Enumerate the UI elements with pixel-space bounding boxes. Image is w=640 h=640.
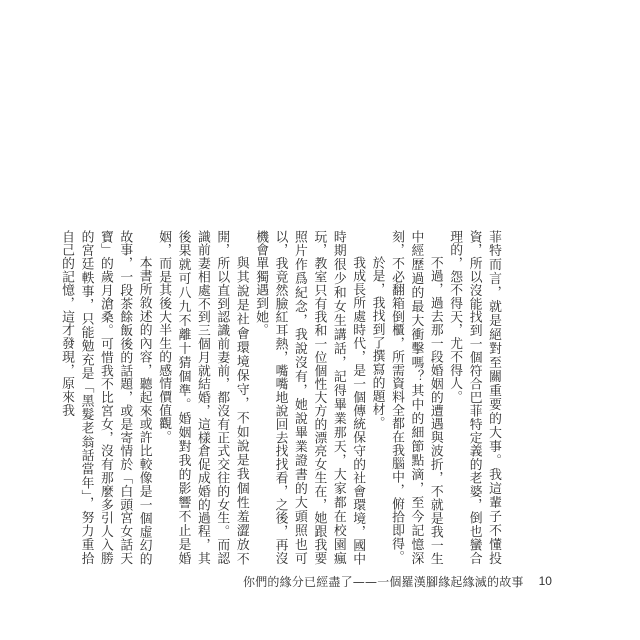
vertical-text-body	[59, 230, 503, 565]
paragraph: 於是，我找到了撰寫的題材。	[369, 255, 385, 430]
paragraph: 不過，過去那一段婚姻的遭遇與波折，不就是我一生中經歷過的最大衝擊嗎？其中的細節點滴，至今記憶深刻，不必翻箱倒櫃，所需資料全都在我腦中，俯拾即得。	[388, 230, 443, 565]
paragraph-continuation: 菲特而言，就是絕對至關重要的大事。我這輩子不懂投資，所以沒能找到一個符合巴菲特定義的老婆，倒也蠻合理的，怨不得天，尤不得人。	[447, 230, 501, 565]
paragraph: 與其說是社會環境保守，不如說是我個性羞澀放不開，所以直到認識前妻前，都沒有正式交往的女生。而認識前妻相處不到三個月就結婚，這樣倉促成婚的過程，其後果就可八九不離十猜個準。婚姻對我的影響不止是婚姻，而是其後大半生的感情價值觀。	[156, 230, 249, 565]
paragraph: 我成長所處時代，是一個傳統保守的社會環境，國中時期很少和女生講話，記得畢業那天，大家都在校園瘋玩，教室只有我和一位個性大方的漂亮女生在，她跟我要照片作爲紀念，我說沒有，她說畢業證書的大頭照也可以，我竟然臉紅耳熱，嘴嘴地說回去找找看，之後，再沒機會單獨遇到她。	[253, 230, 366, 565]
page-number: 10	[538, 574, 552, 588]
paragraph: 本書所敘述的內容，聽起來或許比較像是一個虛幻的故事，一段茶餘飯後的話題，或是寄情於「白頭宮女話天寶」的歲月滄桑。可惜我不比宮女，沒有那麼多引人入勝的宮廷軼事，只能勉充是「黑髮老翁話當年」，努力重拾自己的記憶，這才發現，原來我	[59, 230, 152, 565]
running-title: 你們的緣分已經盡了——一個羅漢腳緣起緣滅的故事	[243, 574, 524, 589]
page-footer	[243, 571, 552, 591]
